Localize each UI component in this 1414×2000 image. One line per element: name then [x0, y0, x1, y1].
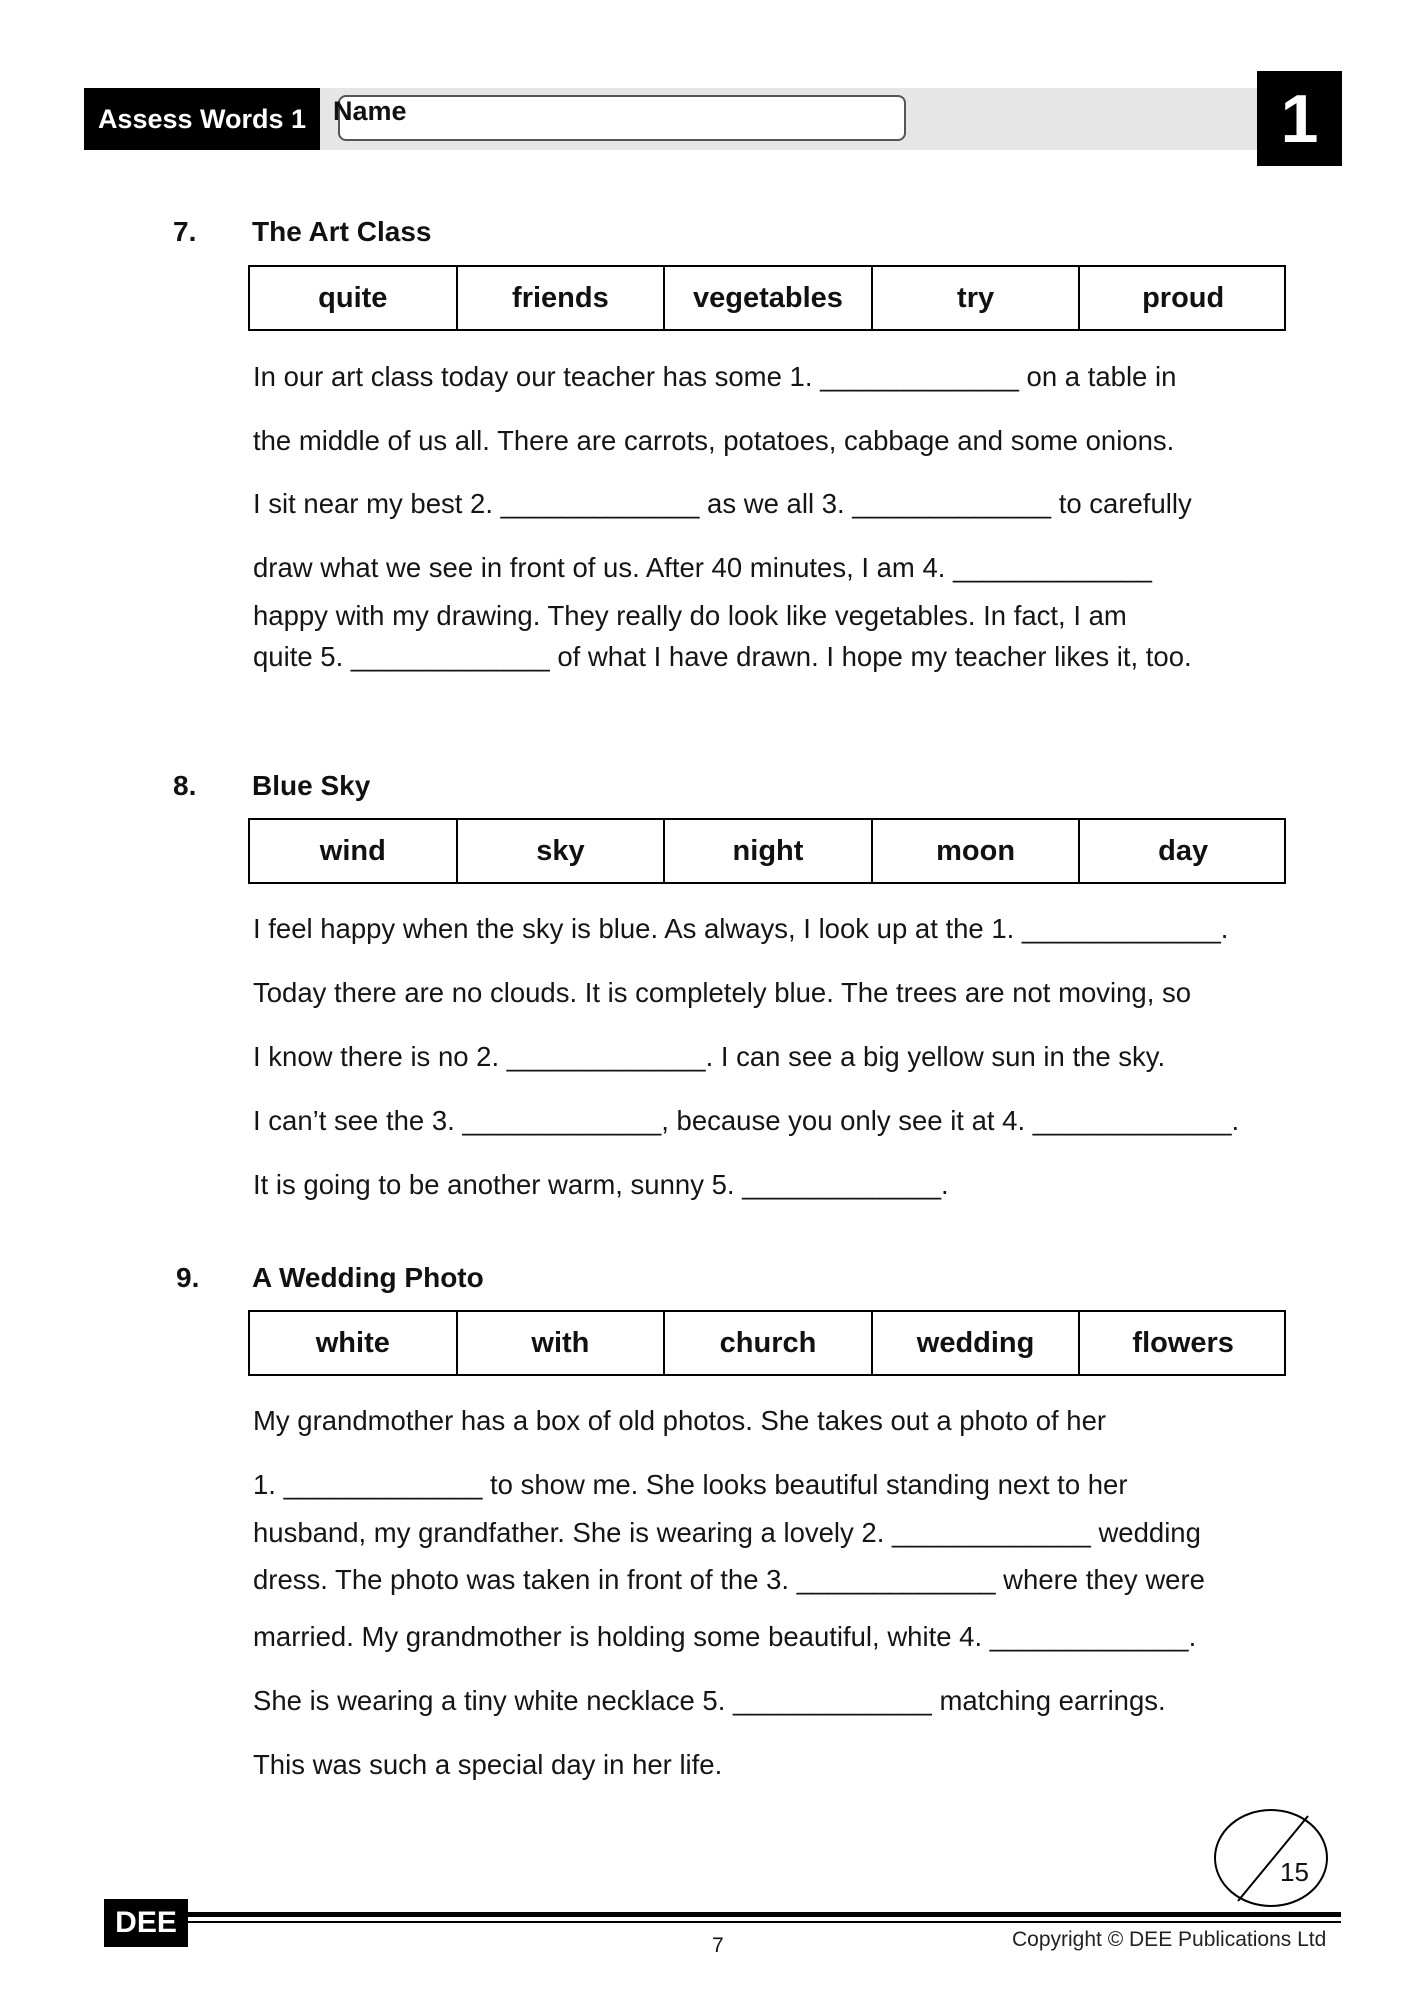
exercise-title: A Wedding Photo: [252, 1262, 484, 1293]
exercise-number: 9.: [176, 1262, 200, 1293]
word-bank-word: wedding: [873, 1312, 1081, 1374]
word-bank-word: church: [665, 1312, 873, 1374]
word-bank-word: quite: [250, 267, 458, 329]
passage-line: happy with my drawing. They really do look like vegetables. In fact, I am: [253, 600, 1127, 631]
passage-line: This was such a special day in her life.: [253, 1749, 723, 1780]
word-bank-edge: [1284, 1310, 1286, 1376]
passage-line: quite 5. _____________ of what I have drawn. I hope my teacher likes it, too.: [253, 641, 1192, 672]
name-field[interactable]: [338, 95, 906, 141]
passage-line: I can’t see the 3. _____________, because you only see it at 4. _____________.: [253, 1105, 1240, 1136]
exercise-number: 8.: [173, 770, 197, 801]
page-number: 7: [712, 1934, 724, 1957]
passage-line: I sit near my best 2. _____________ as we all 3. _____________ to carefully: [253, 488, 1192, 519]
passage-line: It is going to be another warm, sunny 5. _____________.: [253, 1169, 949, 1200]
word-bank-edge: [1284, 265, 1286, 331]
passage-line: the middle of us all. There are carrots, potatoes, cabbage and some onions.: [253, 425, 1175, 456]
passage-line: Today there are no clouds. It is completely blue. The trees are not moving, so: [253, 977, 1192, 1008]
exercise-number: 7.: [173, 216, 197, 247]
word-bank-word: proud: [1142, 281, 1225, 314]
score-circle: [1213, 1808, 1329, 1908]
word-bank: [248, 818, 1286, 884]
word-bank-word: white: [250, 1312, 458, 1374]
word-bank-word: friends: [458, 267, 666, 329]
word-bank-word: night: [665, 820, 873, 882]
footer-rule: [188, 1921, 1341, 1923]
unit-number-tab: 1: [1257, 71, 1342, 166]
score-total: 15: [1280, 1857, 1309, 1887]
passage-line: She is wearing a tiny white necklace 5. _____________ matching earrings.: [253, 1685, 1166, 1716]
passage-line: husband, my grandfather. She is wearing a lovely 2. _____________ wedding: [253, 1517, 1201, 1548]
word-bank-edge: [1284, 818, 1286, 884]
word-bank-word: with: [458, 1312, 666, 1374]
exercise-title: Blue Sky: [252, 770, 371, 801]
word-bank-word: sky: [458, 820, 666, 882]
word-bank: [248, 1310, 1286, 1376]
passage-line: draw what we see in front of us. After 40 minutes, I am 4. _____________: [253, 552, 1152, 583]
copyright-text: Copyright © DEE Publications Ltd: [1012, 1928, 1327, 1951]
word-bank-word: moon: [873, 820, 1081, 882]
section-label: Assess Words 1: [84, 88, 320, 150]
word-bank-word: day: [1158, 834, 1209, 867]
word-bank: [248, 265, 1286, 331]
passage-line: dress. The photo was taken in front of the 3. _____________ where they were: [253, 1564, 1205, 1595]
word-bank-word: wind: [250, 820, 458, 882]
passage-line: In our art class today our teacher has some 1. _____________ on a table in: [253, 361, 1177, 392]
word-bank-word: flowers: [1132, 1326, 1234, 1359]
word-bank-word: vegetables: [665, 267, 873, 329]
passage-line: 1. _____________ to show me. She looks beautiful standing next to her: [253, 1469, 1128, 1500]
passage-line: I know there is no 2. _____________. I can see a big yellow sun in the sky.: [253, 1041, 1166, 1072]
name-label: Name: [333, 96, 407, 126]
passage-line: My grandmother has a box of old photos. She takes out a photo of her: [253, 1405, 1107, 1436]
dee-logo: DEE: [104, 1899, 188, 1947]
exercise-title: The Art Class: [252, 216, 432, 247]
passage-line: married. My grandmother is holding some beautiful, white 4. _____________.: [253, 1621, 1197, 1652]
footer-rule: [188, 1912, 1341, 1917]
passage-line: I feel happy when the sky is blue. As always, I look up at the 1. _____________.: [253, 913, 1229, 944]
word-bank-word: try: [873, 267, 1081, 329]
